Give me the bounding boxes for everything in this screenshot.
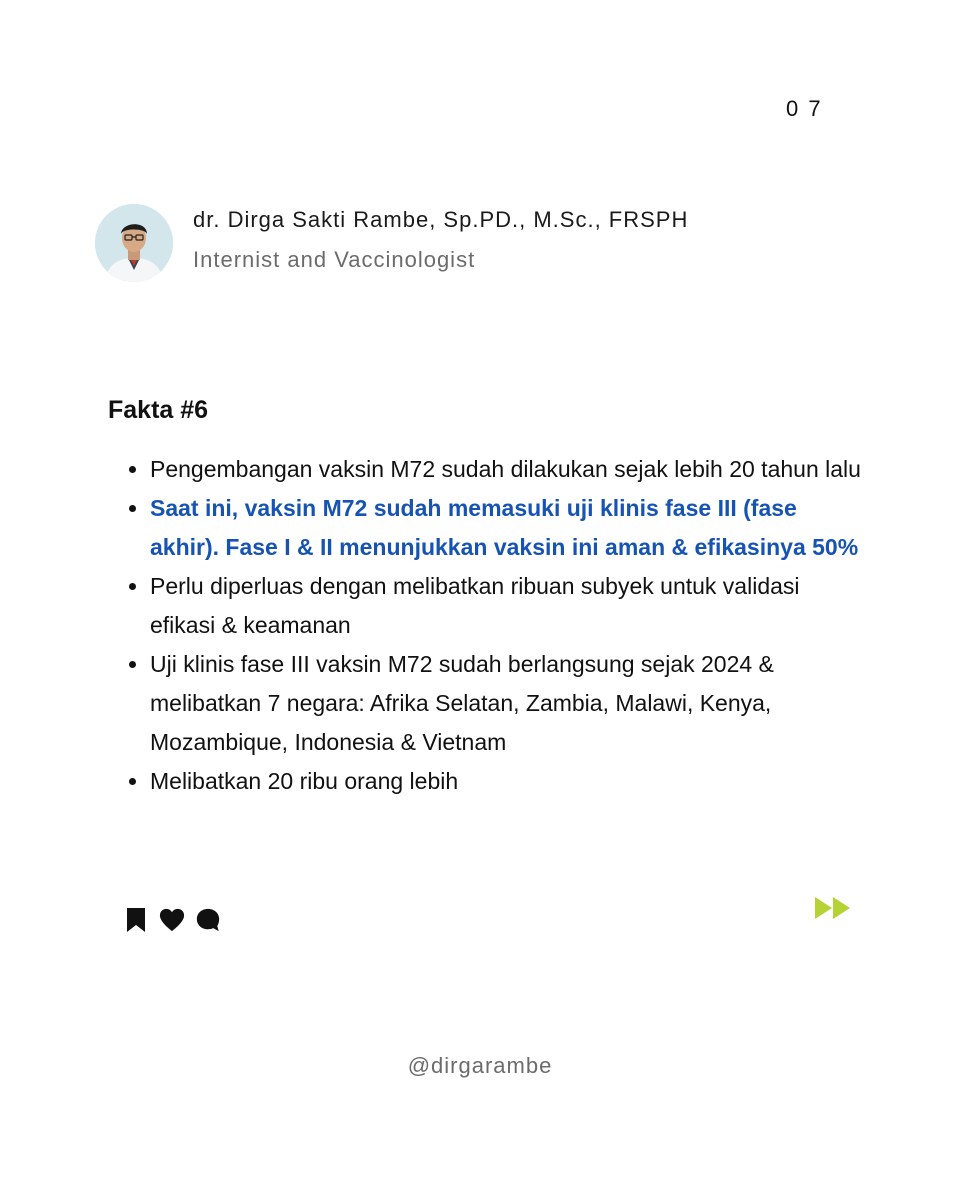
fact-title: Fakta #6 [108, 396, 209, 424]
comment-icon[interactable] [195, 906, 221, 934]
fact-item: Perlu diperluas dengan melibatkan ribuan subyek untuk validasi efikasi & keamanan [108, 567, 868, 645]
action-bar [123, 906, 231, 934]
author-role: Internist and Vaccinologist [193, 247, 476, 272]
fact-item: Uji klinis fase III vaksin M72 sudah berlangsung sejak 2024 & melibatkan 7 negara: Afrika Selatan, Zambia, Malawi, Kenya, Mozambique, Indonesia & Vietnam [108, 645, 868, 762]
avatar [95, 204, 173, 282]
doctor-portrait-icon [95, 204, 173, 282]
fact-item: Pengembangan vaksin M72 sudah dilakukan sejak lebih 20 tahun lalu [108, 450, 868, 489]
fact-list [108, 450, 868, 801]
social-handle: @dirgarambe [407, 1053, 553, 1078]
heart-icon[interactable] [159, 906, 185, 934]
fact-item-highlight: Saat ini, vaksin M72 sudah memasuki uji klinis fase III (fase akhir). Fase I & II menunjukkan vaksin ini aman & efikasinya 50% [108, 489, 868, 567]
fact-item: Melibatkan 20 ribu orang lebih [108, 762, 868, 801]
bookmark-icon[interactable] [123, 906, 149, 934]
author-block [95, 204, 688, 282]
page-number: 0 7 [786, 96, 823, 121]
author-name: dr. Dirga Sakti Rambe, Sp.PD., M.Sc., FRSPH [193, 207, 689, 232]
fast-forward-icon[interactable] [814, 896, 852, 920]
